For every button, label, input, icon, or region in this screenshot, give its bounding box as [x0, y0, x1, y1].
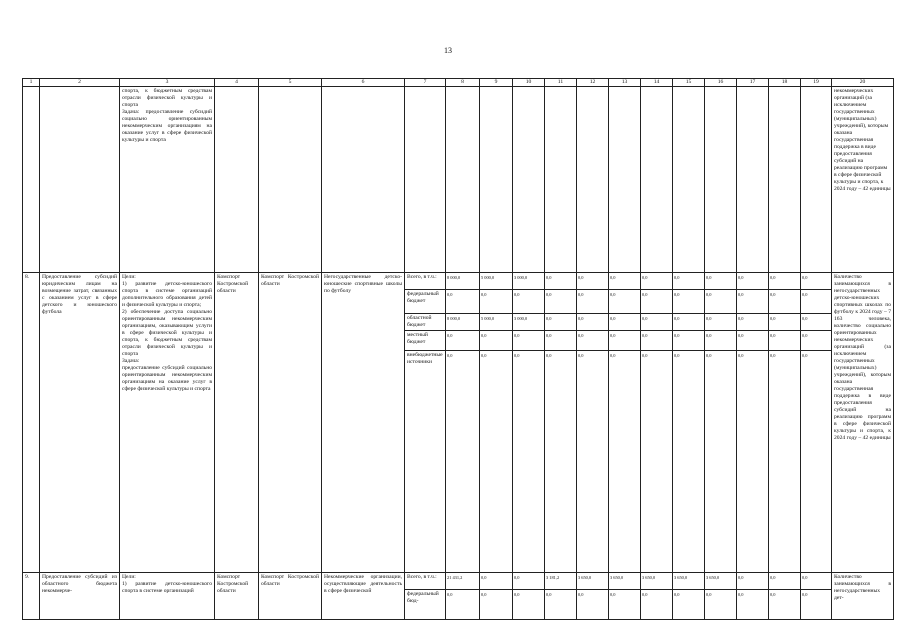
amount-cell: 0,0: [801, 351, 832, 573]
goals-cell-line: 1) развитие детско-юношеского спорта в системе организаций: [122, 581, 212, 594]
amount-cell: 0,0: [705, 590, 737, 620]
amount-cell: 0,0: [545, 290, 577, 314]
amount-cell: 3 181,2: [545, 573, 577, 590]
amount-cell: 0,0: [737, 314, 769, 331]
cont-indicator-cell: [832, 87, 894, 273]
participants-cell: [322, 273, 405, 573]
amount-cell: 0,0: [641, 273, 673, 290]
amount-cell: 0,0: [801, 290, 832, 314]
amount-cell: 0,0: [673, 273, 705, 290]
goals-cell-line: 1) развитие детско-юношеского спорта в системе организаций дополнительного образования детей и физической культуры и спорта;: [122, 281, 212, 308]
amount-cell: 0,0: [737, 590, 769, 620]
header-row: [23, 79, 894, 87]
continuation-row: [23, 87, 894, 273]
header-col-6: 6: [322, 79, 405, 87]
header-col-15: 15: [673, 79, 705, 87]
amount-cell: 0,0: [673, 290, 705, 314]
indicator-line: Количество занимающихся в негосударственных детско-юношеских спортивных школах по футболу к 2024 году – 7 163 человека, количество социально ориентированных некоммерческих организаций (за исключением государственных (муниципальных) учреждений), которым оказана государственная поддержка в виде предоставления субсидий на реализацию программ в сфере физической культуры и спорта, к 2024 году – 42 единицы: [834, 274, 891, 441]
amount-cell: 0,0: [609, 290, 641, 314]
amount-cell: 3 000,0: [513, 273, 545, 290]
row-number-line: 8.: [25, 274, 30, 280]
event-name-cell: [40, 573, 120, 620]
amount-cell: 0,0: [545, 331, 577, 351]
participants-cell: [322, 573, 405, 620]
amount-cell: 3 650,0: [705, 573, 737, 590]
amount-cell: 0,0: [641, 331, 673, 351]
amount-cell: 0,0: [705, 351, 737, 573]
executor-cell-line: Комспорт Костромской области: [261, 574, 319, 587]
amount-cell: 0,0: [609, 273, 641, 290]
source-label: областной бюджет: [405, 314, 446, 331]
amount-cell: 0,0: [801, 314, 832, 331]
goals-cell: [120, 273, 215, 573]
amount-cell: 0,0: [801, 573, 832, 590]
source-label: федеральный бюд-: [405, 590, 446, 620]
cont-goals-cell: [120, 87, 215, 273]
amount-cell: 0,0: [641, 290, 673, 314]
amount-cell: 0,0: [769, 351, 801, 573]
amount-cell: 0,0: [446, 351, 480, 573]
amount-cell: 0,0: [577, 273, 609, 290]
goals-cell-line: предоставление субсидий социально ориентированным некоммерческим организациям на оказание услуг в сфере физической культуры и спорта: [122, 365, 212, 392]
amount-cell: 0,0: [769, 590, 801, 620]
amount-cell: 0,0: [609, 590, 641, 620]
amount-cell: 0,0: [673, 331, 705, 351]
participants-cell-line: Некоммерческие организации, осуществляющие деятельность в сфере физической: [324, 574, 402, 594]
amount-cell: 0,0: [673, 590, 705, 620]
amount-cell: 0,0: [513, 351, 545, 573]
amount-cell: 0,0: [577, 590, 609, 620]
row-number-line: 9.: [25, 574, 30, 580]
header-col-10: 10: [513, 79, 545, 87]
amount-cell: 0,0: [801, 273, 832, 290]
amount-cell: 3 650,0: [577, 573, 609, 590]
row-number: [23, 273, 40, 573]
header-col-20: 20: [832, 79, 894, 87]
executor-cell: [259, 273, 322, 573]
cont-goals-line: спорта, к бюджетным средствам отрасли физической культуры и спорта: [122, 88, 212, 108]
amount-cell: 0,0: [737, 273, 769, 290]
amount-cell: 0,0: [801, 590, 832, 620]
amount-cell: 0,0: [480, 351, 513, 573]
program-table: [22, 78, 894, 620]
amount-cell: 0,0: [480, 290, 513, 314]
amount-cell: 0,0: [513, 331, 545, 351]
amount-cell: 0,0: [545, 590, 577, 620]
row-9-source-1: [23, 573, 894, 590]
amount-cell: 0,0: [641, 314, 673, 331]
amount-cell: 0,0: [641, 351, 673, 573]
amount-cell: 0,0: [480, 331, 513, 351]
responsible-cell-line: Комспорт Костромской области: [217, 274, 249, 294]
row-8-source-1: [23, 273, 894, 290]
amount-cell: 0,0: [705, 314, 737, 331]
amount-cell: 0,0: [801, 331, 832, 351]
amount-cell: 0,0: [737, 290, 769, 314]
amount-cell: 0,0: [641, 590, 673, 620]
amount-cell: 0,0: [769, 331, 801, 351]
amount-cell: 0,0: [513, 573, 545, 590]
amount-cell: 0,0: [705, 273, 737, 290]
goals-cell-line: Цели:: [122, 574, 136, 580]
responsible-cell: [215, 573, 259, 620]
goals-cell-line: Цели:: [122, 274, 136, 280]
amount-cell: 0,0: [577, 351, 609, 573]
amount-cell: 0,0: [480, 590, 513, 620]
amount-cell: 0,0: [769, 573, 801, 590]
executor-cell: [259, 573, 322, 620]
header-col-8: 8: [446, 79, 480, 87]
amount-cell: 0,0: [446, 290, 480, 314]
amount-cell: 0,0: [577, 314, 609, 331]
header-col-13: 13: [609, 79, 641, 87]
header-col-1: 1: [23, 79, 40, 87]
header-col-7: 7: [405, 79, 446, 87]
responsible-cell: [215, 273, 259, 573]
amount-cell: 0,0: [545, 314, 577, 331]
header-col-3: 3: [120, 79, 215, 87]
amount-cell: 5 000,0: [480, 273, 513, 290]
event-name-cell-line: Предоставление субсидий из областного бюджета некоммерче-: [42, 574, 117, 594]
row-number: [23, 573, 40, 620]
source-label: Всего, в т.ч.:: [405, 573, 446, 590]
indicator-cell: [832, 573, 894, 620]
header-col-14: 14: [641, 79, 673, 87]
amount-cell: 0,0: [737, 331, 769, 351]
amount-cell: 0,0: [705, 290, 737, 314]
event-name-cell-line: Предоставление субсидий юридическим лицам на возмещение затрат, связанных с оказанием услуг в сфере детского и юношеского футбола: [42, 274, 117, 315]
event-name-cell: [40, 273, 120, 573]
amount-cell: 0,0: [769, 290, 801, 314]
executor-cell-line: Комспорт Костромской области: [261, 274, 319, 287]
amount-cell: 0,0: [609, 351, 641, 573]
amount-cell: 3 650,0: [673, 573, 705, 590]
amount-cell: 0,0: [480, 573, 513, 590]
amount-cell: 3 000,0: [513, 314, 545, 331]
header-col-12: 12: [577, 79, 609, 87]
amount-cell: 0,0: [577, 331, 609, 351]
amount-cell: 0,0: [673, 314, 705, 331]
amount-cell: 21 431,2: [446, 573, 480, 590]
indicator-line: Количество занимающихся в негосударственных дет-: [834, 574, 891, 601]
header-col-18: 18: [769, 79, 801, 87]
amount-cell: 0,0: [705, 331, 737, 351]
header-col-4: 4: [215, 79, 259, 87]
header-col-19: 19: [801, 79, 832, 87]
amount-cell: 0,0: [673, 351, 705, 573]
cont-indicator-line: некоммерческих организаций (за исключением государственных (муниципальных) учреждений), которым оказана государственная поддержка в виде предоставления субсидий на реализацию программ в сфере физической культуры и спорта, к 2024 году – 42 единицы: [834, 88, 891, 192]
amount-cell: 3 650,0: [609, 573, 641, 590]
amount-cell: 0,0: [513, 290, 545, 314]
goals-cell-line: 2) обеспечение доступа социально ориентированным некоммерческим организациям, оказывающим услуги в сфере физической культуры и спорта, к бюджетным средствам отрасли физической культуры и спорта: [122, 309, 212, 357]
amount-cell: 0,0: [446, 590, 480, 620]
goals-cell-line: Задача:: [122, 358, 140, 364]
amount-cell: 0,0: [577, 290, 609, 314]
source-label: федеральный бюджет: [405, 290, 446, 314]
amount-cell: 0,0: [446, 331, 480, 351]
header-col-5: 5: [259, 79, 322, 87]
amount-cell: 0,0: [737, 573, 769, 590]
header-col-11: 11: [545, 79, 577, 87]
amount-cell: 8 000,0: [446, 273, 480, 290]
amount-cell: 0,0: [609, 331, 641, 351]
amount-cell: 0,0: [545, 351, 577, 573]
goals-cell: [120, 573, 215, 620]
header-col-2: 2: [40, 79, 120, 87]
amount-cell: 5 000,0: [480, 314, 513, 331]
responsible-cell-line: Комспорт Костромской области: [217, 574, 249, 594]
header-col-17: 17: [737, 79, 769, 87]
participants-cell-line: Негосударственные детско-юношеские спортивные школы по футболу: [324, 274, 402, 294]
amount-cell: 8 000,0: [446, 314, 480, 331]
amount-cell: 0,0: [513, 590, 545, 620]
indicator-cell: [832, 273, 894, 573]
header-col-16: 16: [705, 79, 737, 87]
amount-cell: 0,0: [769, 273, 801, 290]
source-label: Всего, в т.ч.:: [405, 273, 446, 290]
source-label: внебюджетные источники: [405, 351, 446, 573]
amount-cell: 0,0: [769, 314, 801, 331]
header-col-9: 9: [480, 79, 513, 87]
amount-cell: 0,0: [545, 273, 577, 290]
page-number: 13: [444, 46, 452, 55]
amount-cell: 0,0: [737, 351, 769, 573]
amount-cell: 3 650,0: [641, 573, 673, 590]
amount-cell: 0,0: [609, 314, 641, 331]
source-label: местный бюджет: [405, 331, 446, 351]
cont-goals-line: Задача: предоставление субсидий социально ориентированным некоммерческим организациям на оказание услуг в сфере физической культуры и спорта: [122, 109, 212, 143]
